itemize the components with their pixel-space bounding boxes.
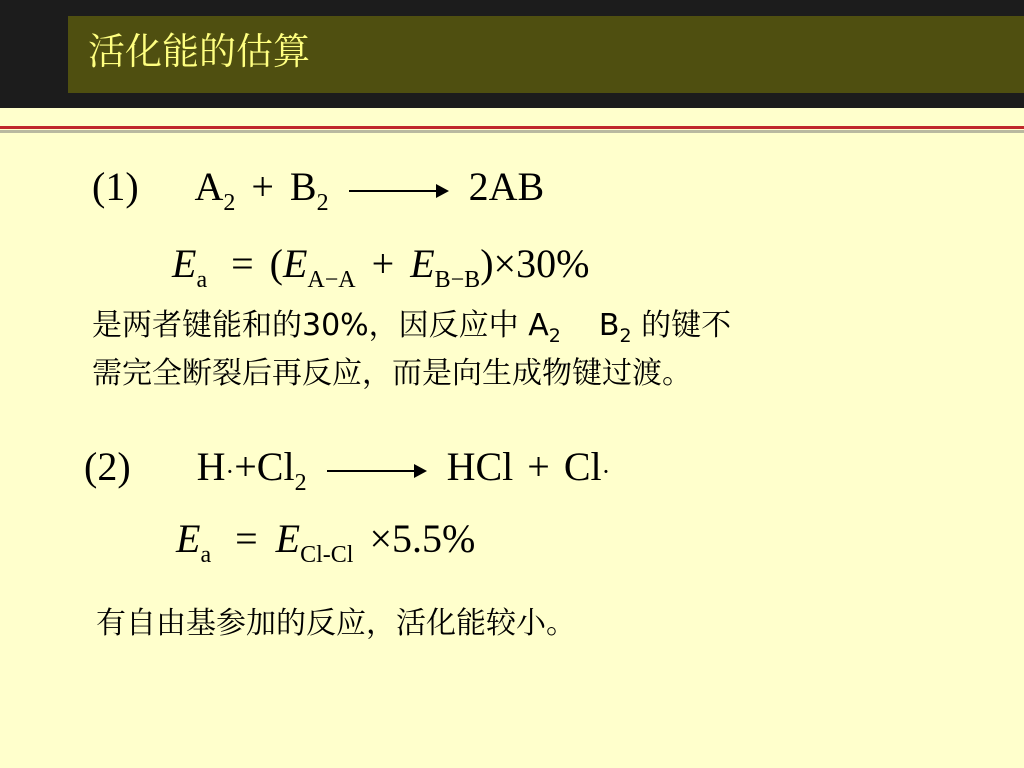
reaction-arrow [327,461,427,481]
reaction-2-label: (2) [84,444,131,489]
divider-shadow [0,130,1024,133]
note-1-a2-subscript: 2 [548,325,561,347]
reactant-b: B [289,164,317,209]
reaction-2 [84,443,610,497]
percent-value: 30% [516,241,590,286]
formula-2 [176,515,475,569]
e-clcl-subscript: Cl-Cl [300,542,354,568]
note-1-line-1 [92,306,731,349]
note-1-line-2: 需完全断裂后再反应，而是向生成物键过渡。 [92,356,692,391]
plus-sign: + [234,444,257,489]
header-band [0,0,1024,108]
percent-value: 5.5% [392,516,476,561]
radical-dot-h: · [225,457,235,486]
times-sign: × [493,241,517,286]
ea-subscript: a [196,267,208,293]
plus-sign: + [251,164,274,209]
note-1-text: 是两者键能和的30%，因反应中 [92,308,529,343]
equals-sign: = [235,516,258,561]
ea-symbol: E [172,241,197,286]
divider-line [0,126,1024,129]
e-clcl-symbol: E [275,516,301,561]
product-ab: 2AB [468,164,545,209]
times-sign: × [369,516,392,561]
title-box [68,16,1024,93]
slide-title: 活化能的估算 [88,30,310,73]
open-paren: ( [269,241,283,286]
reactant-b-subscript: 2 [316,190,329,216]
plus-sign: + [527,444,550,489]
product-hcl: HCl [446,444,514,489]
reaction-1 [92,163,544,217]
e-aa-subscript: A−A [307,267,356,293]
e-bb-symbol: E [410,241,435,286]
e-bb-subscript: B−B [434,267,481,293]
reaction-arrow [349,181,449,201]
reactant-cl2-subscript: 2 [294,470,307,496]
reactant-h: H [196,444,226,489]
ea-symbol: E [176,516,201,561]
reaction-1-label: (1) [92,164,139,209]
formula-1 [172,240,589,294]
reactant-cl2: Cl [256,444,295,489]
reactant-a-subscript: 2 [223,190,236,216]
note-1-a2: A [528,308,549,343]
equals-sign: = [231,241,254,286]
ea-subscript: a [200,542,212,568]
reactant-a: A [194,164,224,209]
note-1-tail: 的键不 [631,308,732,343]
plus-sign: + [371,241,395,286]
product-cl: Cl [563,444,602,489]
note-1-b2-subscript: 2 [619,325,632,347]
radical-dot-cl: · [601,457,611,486]
note-1-b2: B [598,308,620,343]
e-aa-symbol: E [282,241,308,286]
close-paren: ) [480,241,494,286]
note-2: 有自由基参加的反应，活化能较小。 [96,606,576,641]
